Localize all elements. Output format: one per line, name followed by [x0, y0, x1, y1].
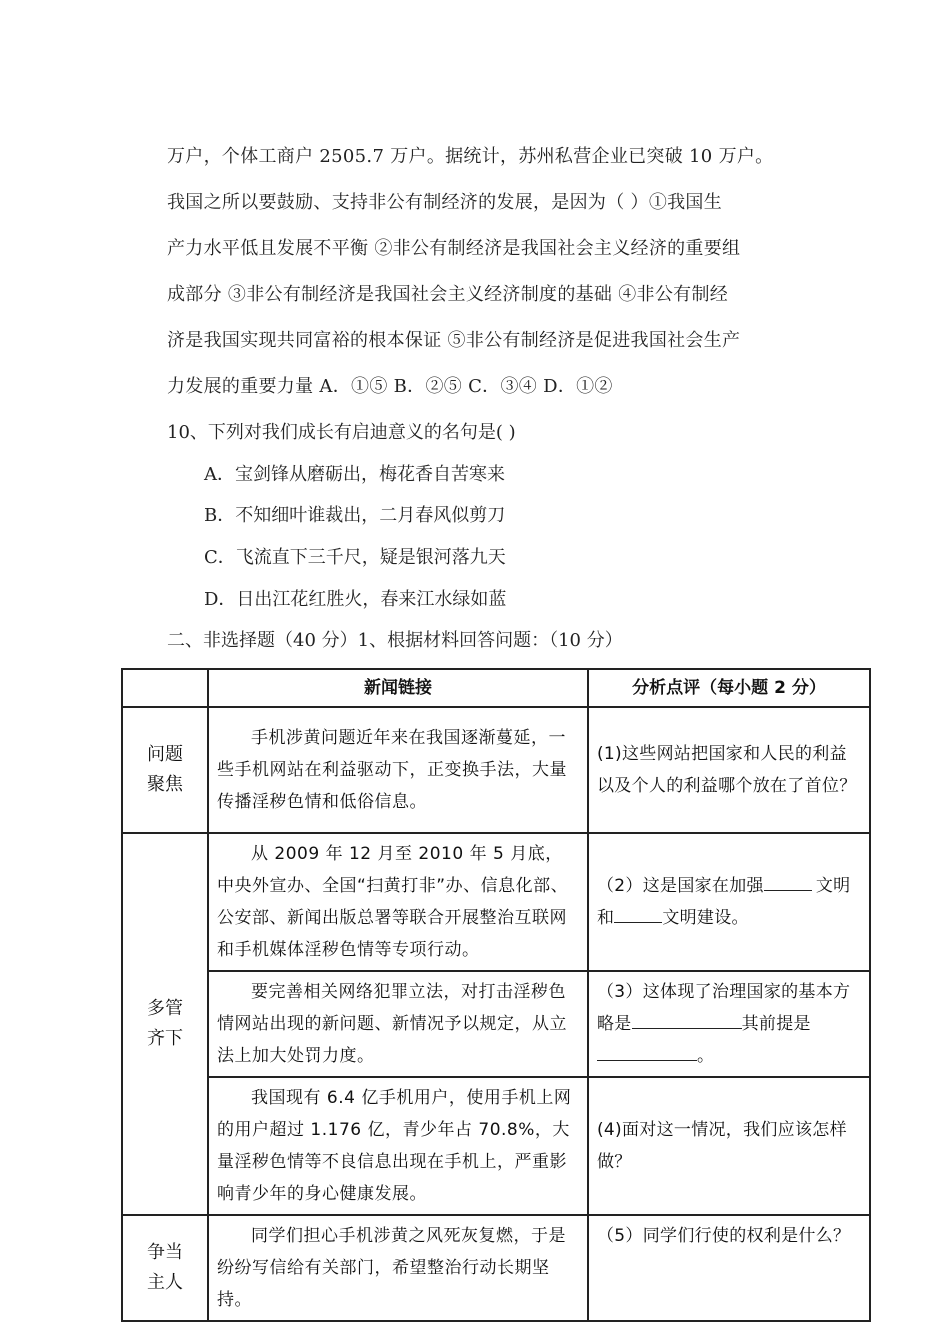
- comment-cell: （3）这体现了治理国家的基本方略是 其前提是。: [588, 971, 870, 1077]
- table-header-news: 新闻链接: [208, 669, 588, 707]
- section-2-heading: 二、非选择题（40 分）1、根据材料回答问题：（10 分）: [167, 630, 623, 651]
- option-b: B．不知细叶谁裁出，二月春风似剪刀: [204, 505, 506, 526]
- text-line: 产力水平低且发展不平衡 ②非公有制经济是我国社会主义经济的重要组: [167, 238, 741, 259]
- row-label-master: 争当主人: [122, 1215, 208, 1321]
- comment-cell: (1)这些网站把国家和人民的利益以及个人的利益哪个放在了首位？: [588, 707, 870, 833]
- news-cell: 要完善相关网络犯罪立法，对打击淫秽色情网站出现的新问题、新情况予以规定，从立法上加大处罚力度。: [208, 971, 588, 1077]
- question-10-stem: 10、下列对我们成长有启迪意义的名句是( ): [167, 422, 516, 443]
- row-label-focus: 问题聚焦: [122, 707, 208, 833]
- option-c: C．飞流直下三千尺，疑是银河落九天: [204, 547, 506, 568]
- text-line: 万户，个体工商户 2505.7 万户。据统计，苏州私营企业已突破 10 万户。: [167, 146, 774, 167]
- material-table: [121, 668, 869, 1310]
- text-line: 我国之所以要鼓励、支持非公有制经济的发展，是因为（ ）①我国生: [167, 192, 723, 213]
- question-9-text: [167, 134, 797, 410]
- answer-blank[interactable]: [632, 1008, 742, 1029]
- answer-blank[interactable]: [597, 1040, 697, 1061]
- table-header-blank: [122, 669, 208, 707]
- option-a: A．宝剑锋从磨砺出，梅花香自苦寒来: [204, 464, 505, 485]
- text-line: 济是我国实现共同富裕的根本保证 ⑤非公有制经济是促进我国社会生产: [167, 330, 741, 351]
- comment-cell: （2）这是国家在加强 文明和 文明建设。: [588, 833, 870, 971]
- news-cell: 我国现有 6.4 亿手机用户，使用手机上网的用户超过 1.176 亿，青少年占 70.8%，大量淫秽色情等不良信息出现在手机上，严重影响青少年的身心健康发展。: [208, 1077, 588, 1215]
- answer-blank[interactable]: [764, 870, 812, 891]
- table-header-comment: 分析点评（每小题 2 分）: [588, 669, 870, 707]
- option-d: D．日出江花红胜火，春来江水绿如蓝: [204, 589, 507, 610]
- answer-blank[interactable]: [614, 902, 662, 923]
- news-cell: 从 2009 年 12 月至 2010 年 5 月底，中央外宣办、全国“扫黄打非”办、信息化部、公安部、新闻出版总署等联合开展整治互联网和手机媒体淫秽色情等专项行动。: [208, 833, 588, 971]
- news-cell: 手机涉黄问题近年来在我国逐渐蔓延，一些手机网站在利益驱动下，正变换手法，大量传播淫秽色情和低俗信息。: [208, 707, 588, 833]
- news-cell: 同学们担心手机涉黄之风死灰复燃，于是纷纷写信给有关部门，希望整治行动长期坚持。: [208, 1215, 588, 1321]
- text-line: 成部分 ③非公有制经济是我国社会主义经济制度的基础 ④非公有制经: [167, 284, 729, 305]
- comment-cell: （5）同学们行使的权利是什么？: [588, 1215, 870, 1321]
- text-line: 力发展的重要力量 A．①⑤ B．②⑤ C．③④ D．①②: [167, 376, 613, 397]
- row-label-multi: 多管齐下: [122, 833, 208, 1215]
- comment-cell: (4)面对这一情况，我们应该怎样做？: [588, 1077, 870, 1215]
